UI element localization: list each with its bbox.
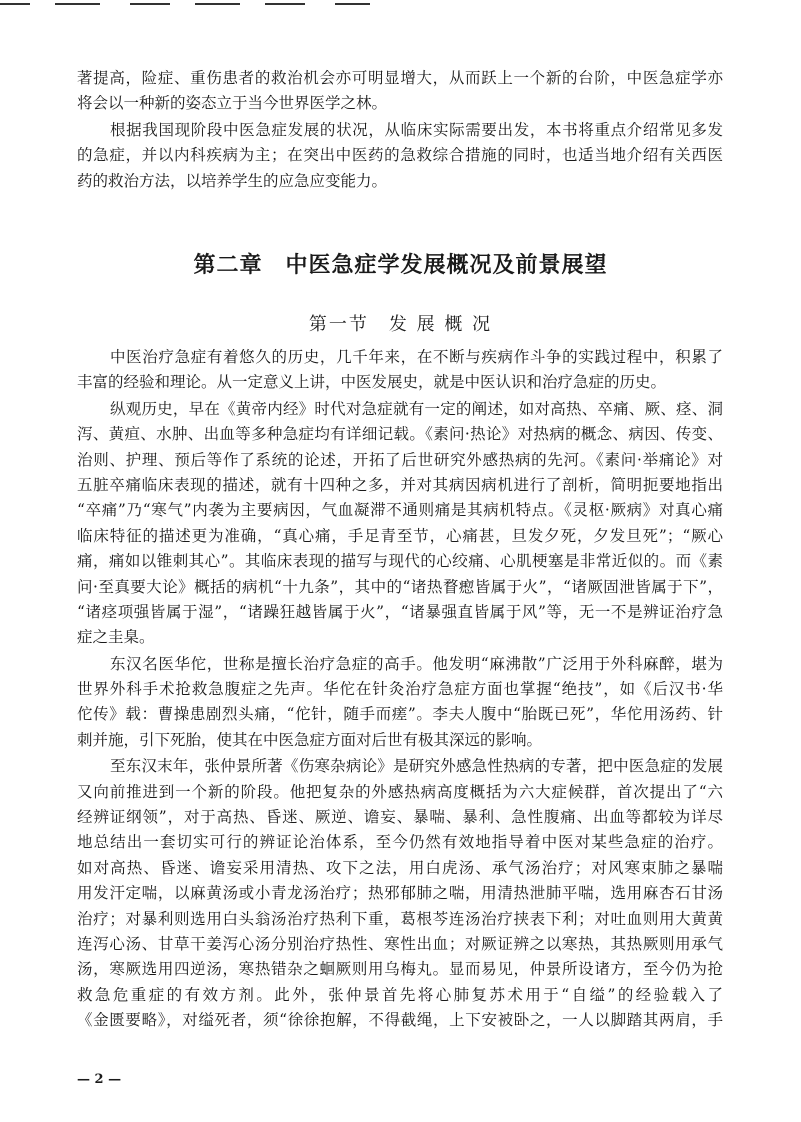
scan-artifact-rule bbox=[0, 3, 30, 5]
text-line: 治则、护理、预后等作了系统的论述，开拓了后世研究外感热病的先河。《素问·举痛论》对 bbox=[77, 450, 723, 469]
scan-artifact-rule bbox=[55, 3, 100, 5]
text-line: 世界外科手术抢救急腹症之先声。华佗在针灸治疗急症方面也掌握“绝技”，如《后汉书·华 bbox=[77, 680, 723, 699]
text-line: “诸痉项强皆属于湿”，“诸躁狂越皆属于火”，“诸暴强直皆属于风”等，无一不是辨证治疗急 bbox=[77, 602, 723, 621]
scan-artifact-rule bbox=[265, 3, 305, 5]
text-line: 中医治疗急症有着悠久的历史，几千年来，在不断与疾病作斗争的实践过程中，积累了 bbox=[110, 348, 723, 366]
text-line: 著提高，险症、重伤患者的救治机会亦可明显增大，从而跃上一个新的台阶，中医急症学亦 bbox=[77, 69, 723, 87]
text-line: 佗传》载：曹操患剧烈头痛，“佗针，随手而瘥”。李夫人腹中“胎既已死”，华佗用汤药、针 bbox=[77, 705, 723, 724]
text-line: 泻、黄疸、水肿、出血等多种急症均有详细记载。《素问·热论》对热病的概念、病因、传变、 bbox=[77, 425, 723, 444]
text-line: 临床特征的描述更为准确，“真心痛，手足青至节，心痛甚，旦发夕死，夕发旦死”；“厥心 bbox=[77, 526, 723, 545]
text-line: 用发汗定喘，以麻黄汤或小青龙汤治疗；热邪郁肺之喘，用清热泄肺平喘，选用麻杏石甘汤 bbox=[77, 884, 723, 903]
text-line: 治疗；对暴利则选用白头翁汤治疗热利下重，葛根芩连汤治疗挟表下利；对吐血则用大黄黄 bbox=[77, 909, 723, 928]
text-line: 问·至真要大论》概括的病机“十九条”，其中的“诸热瞀瘛皆属于火”，“诸厥固泄皆属于下”， bbox=[77, 577, 723, 596]
text-line: 痛，痛如以锥刺其心”。其临床表现的描写与现代的心绞痛、心肌梗塞是非常近似的。而《素 bbox=[77, 552, 723, 571]
text-line: “卒痛”乃“寒气”内袭为主要病因，气血凝滞不通则痛是其病机特点。《灵枢·厥病》对真心痛 bbox=[77, 501, 723, 520]
scan-artifact-rule bbox=[195, 3, 240, 5]
text-line: 丰富的经验和理论。从一定意义上讲，中医发展史，就是中医认识和治疗急症的历史。 bbox=[77, 373, 667, 392]
text-line: 至东汉末年，张仲景所著《伤寒杂病论》是研究外感急性热病的专著，把中医急症的发展 bbox=[110, 757, 723, 776]
text-line: 药的救治方法，以培养学生的应急应变能力。 bbox=[77, 171, 388, 190]
text-line: 症之圭臬。 bbox=[77, 628, 155, 647]
chapter-title: 第二章 中医急症学发展概况及前景展望 bbox=[193, 252, 608, 278]
page-number: — 2 — bbox=[77, 1072, 122, 1087]
text-line: 汤，寒厥选用四逆汤，寒热错杂之蛔厥则用乌梅丸。显而易见，仲景所设诸方，至今仍为抢 bbox=[77, 960, 723, 979]
text-line: 地总结出一套切实可行的辨证论治体系，至今仍然有效地指导着中医对某些急症的治疗。 bbox=[77, 833, 723, 852]
text-line: 五脏卒痛临床表现的描述，就有十四种之多，并对其病因病机进行了剖析，简明扼要地指出 bbox=[77, 475, 723, 494]
paragraph bbox=[77, 652, 723, 754]
text-line: 《金匮要略》，对缢死者，须“徐徐抱解，不得截绳，上下安被卧之，一人以脚踏其两肩，手 bbox=[77, 1011, 723, 1030]
paragraph bbox=[77, 397, 723, 651]
section-title: 第一节 发 展 概 况 bbox=[308, 314, 493, 335]
text-line: 连泻心汤、甘草干姜泻心汤分别治疗热性、寒性出血；对厥证辨之以寒热，其热厥则用承气 bbox=[77, 934, 723, 953]
paragraph bbox=[77, 66, 723, 117]
text-line: 的急症，并以内科疾病为主；在突出中医药的急救综合措施的同时，也适当地介绍有关西医 bbox=[77, 146, 723, 165]
text-line: 将会以一种新的姿态立于当今世界医学之林。 bbox=[77, 94, 388, 113]
paragraph bbox=[77, 345, 723, 396]
text-line: 刺并施，引下死胎，使其在中医急症方面对后世有极其深远的影响。 bbox=[77, 730, 543, 749]
text-line: 东汉名医华佗，世称是擅长治疗急症的高手。他发明“麻沸散”广泛用于外科麻醉，堪为 bbox=[110, 654, 723, 673]
paragraph bbox=[77, 754, 723, 1033]
text-line: 经辨证纲领”，对于高热、昏迷、厥逆、谵妄、暴喘、暴利、急性腹痛、出血等都较为详尽 bbox=[77, 808, 723, 827]
text-line: 救急危重症的有效方剂。此外，张仲景首先将心肺复苏术用于“自缢”的经验载入了 bbox=[77, 985, 723, 1004]
text-line: 根据我国现阶段中医急症发展的状况，从临床实际需要出发，本书将重点介绍常见多发 bbox=[110, 120, 723, 139]
body-text bbox=[77, 345, 723, 1034]
text-line: 纵观历史，早在《黄帝内经》时代对急症就有一定的阐述，如对高热、卒痛、厥、痉、洞 bbox=[110, 399, 723, 418]
text-line: 又向前推进到一个新的阶段。他把复杂的外感热病高度概括为六大症候群，首次提出了“六 bbox=[77, 782, 723, 801]
intro-text bbox=[77, 66, 723, 194]
scan-artifact-rule bbox=[130, 3, 170, 5]
scan-artifact-rule bbox=[335, 3, 370, 5]
paragraph bbox=[77, 118, 723, 194]
text-line: 如对高热、昏迷、谵妄采用清热、攻下之法，用白虎汤、承气汤治疗；对风寒束肺之暴喘 bbox=[77, 858, 723, 877]
